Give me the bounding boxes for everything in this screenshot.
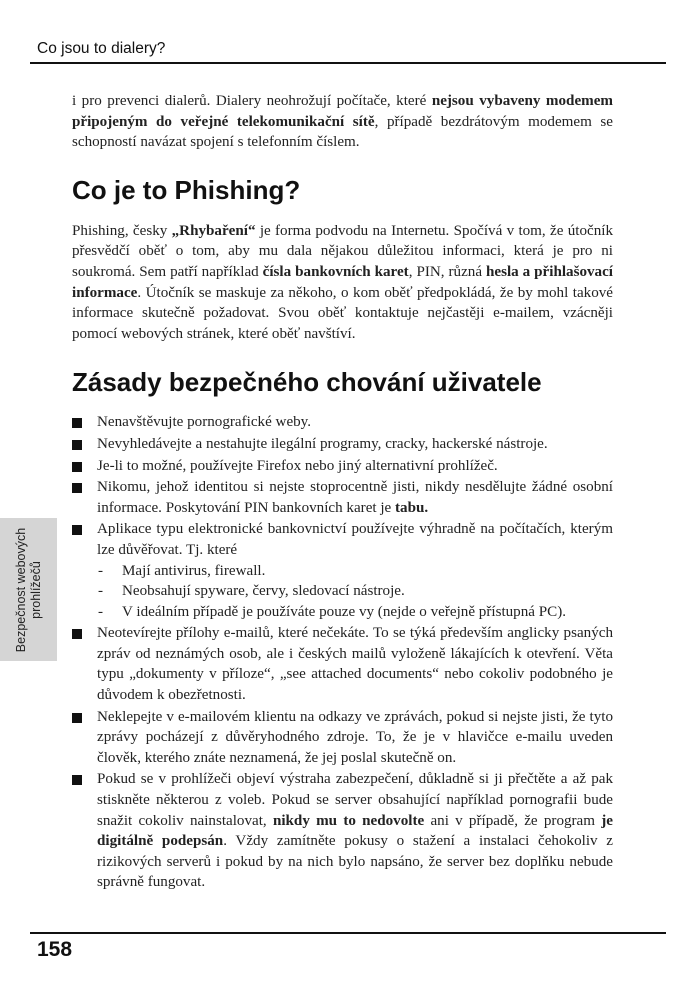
- running-head-title: Co jsou to dialery?: [37, 40, 166, 57]
- text-run: Pokud se v prohlížeči objeví výstraha zabezpečení, důkladně si ji přečtěte a až pak stiskněte některou z voleb. Pokud se server obsahující například pornografii bude snažit cokoliv nainstalovat,: [97, 771, 613, 829]
- square-bullet-icon: [72, 483, 82, 493]
- text-run: Neklepejte v e-mailovém klientu na odkazy ve zprávách, pokud si nejste jisti, že tyto zprávy pocházejí z důvěryhodného zdroje. To, že je v hlavičce e-mailu uveden člověk, kterého znáte neznamená, že jej poslal skutečně on.: [97, 708, 613, 766]
- emphasis-text: nikdy mu to nedovolte: [272, 812, 425, 829]
- rule-item-text: [97, 625, 613, 703]
- square-bullet-icon: [72, 525, 82, 535]
- rule-item: [72, 477, 613, 518]
- square-bullet-icon: [72, 629, 82, 639]
- footer-rule: [30, 932, 666, 934]
- text-run: Nevyhledávejte a nestahujte ilegální programy, cracky, hackerské nástroje.: [97, 435, 548, 452]
- rule-item-text: [97, 414, 311, 430]
- rules-heading: Zásady bezpečného chování uživatele: [72, 367, 542, 398]
- rule-item: [72, 434, 613, 455]
- emphasis-text: hesla a přihlašovací informace: [72, 263, 613, 301]
- dash-bullet-icon: -: [98, 562, 104, 579]
- side-tab-line-2: prohlížečů: [28, 560, 43, 619]
- emphasis-text: nejsou vybaveny modemem připojeným do veřejné telekomunikační sítě: [72, 93, 613, 130]
- text-run: Neotevírejte přílohy e-mailů, které nečekáte. To se týká především anglicky psaných zpráv od neznámých osob, ale i českých mailů vyloženě lákajících k otevření. Věta typu „dokumenty v příloze“, „see attached documents“ nebo cokoliv podobného je důvodem k obezřetnosti.: [97, 625, 613, 704]
- text-run: . Vždy zamítněte pokusy o stažení a instalaci čehokoliv z rizikových serverů i pokud by na nich bylo napsáno, že server bez doplňku nebude správně fungovat.: [97, 833, 613, 891]
- rule-item: [72, 707, 613, 769]
- page-number: 158: [37, 938, 73, 961]
- square-bullet-icon: [72, 418, 82, 428]
- rule-item-text: [97, 479, 613, 516]
- text-run: i pro prevenci dialerů. Dialery neohrožují počítače, které: [72, 93, 432, 109]
- rule-item: [72, 456, 613, 477]
- text-run: Aplikace typu elektronické bankovnictví používejte výhradně na počítačích, kterým lze důvěřovat. Tj. které: [97, 521, 613, 558]
- text-run: je forma podvodu na Internetu. Spočívá v tom, že útočník přesvědčí oběť o tom, aby mu dala nějakou důležitou informaci, která je pro ni soukromá. Sem patří například: [72, 222, 613, 280]
- text-run: . Útočník se maskuje za někoho, o kom oběť předpokládá, že by mohl takové informace skutečně požadovat. Svou oběť kontaktuje nejčastěji e-mailem, vzácněji pomocí webových stránek, které oběť navštíví.: [72, 284, 613, 342]
- side-tab-line-1: Bezpečnost webových: [13, 527, 28, 652]
- text-run: Nikomu, jehož identitou si nejste stoprocentně jisti, nikdy nesdělujte žádné osobní informace. Poskytování PIN bankovních karet je: [97, 479, 613, 516]
- rule-sublist: [97, 561, 613, 623]
- square-bullet-icon: [72, 775, 82, 785]
- rule-item: [72, 769, 613, 893]
- rule-item-text: [97, 771, 613, 890]
- square-bullet-icon: [72, 462, 82, 472]
- text-run: , PIN, různá: [408, 263, 486, 280]
- rule-item: [72, 519, 613, 622]
- phishing-heading: Co je to Phishing?: [72, 174, 301, 205]
- rule-item-text: [97, 521, 613, 558]
- rule-subitem: [97, 581, 613, 602]
- emphasis-text: čísla bankovních karet: [262, 263, 409, 280]
- rule-item-text: [97, 436, 548, 452]
- rule-item-text: [97, 458, 498, 474]
- dash-bullet-icon: -: [98, 583, 104, 600]
- text-run: Je-li to možné, používejte Firefox nebo jiný alternativní prohlížeč.: [97, 457, 498, 474]
- text-run: ani v případě, že program: [424, 812, 602, 829]
- rule-subitem: [97, 602, 613, 623]
- text-run: , případě bezdrátovým modemem se schopností navázat spojení s telefonním číslem.: [72, 113, 613, 151]
- rule-item: [72, 412, 613, 433]
- phishing-paragraph: [72, 221, 613, 345]
- text-run: Nenavštěvujte pornografické weby.: [97, 414, 312, 431]
- intro-paragraph: [72, 91, 613, 153]
- chapter-side-tab-label: [14, 520, 44, 660]
- header-rule: [30, 62, 666, 64]
- emphasis-text: je digitálně podepsán: [97, 812, 613, 850]
- emphasis-text: „Rhybaření“: [171, 222, 256, 239]
- rule-subitem-text: Mají antivirus, firewall.: [122, 562, 266, 579]
- square-bullet-icon: [72, 713, 82, 723]
- rule-subitem-text: Neobsahují spyware, červy, sledovací nástroje.: [122, 583, 405, 600]
- rules-list: [72, 412, 613, 893]
- rule-item: [72, 623, 613, 705]
- emphasis-text: tabu.: [395, 499, 429, 516]
- rule-subitem: [97, 561, 613, 582]
- square-bullet-icon: [72, 440, 82, 450]
- dash-bullet-icon: -: [98, 603, 104, 620]
- rule-subitem-text: V ideálním případě je používáte pouze vy (nejde o veřejně přístupná PC).: [122, 603, 567, 620]
- chapter-side-tab: [0, 518, 57, 661]
- page-content: [72, 91, 613, 894]
- text-run: Phishing, česky: [72, 222, 172, 239]
- rule-item-text: [97, 709, 613, 766]
